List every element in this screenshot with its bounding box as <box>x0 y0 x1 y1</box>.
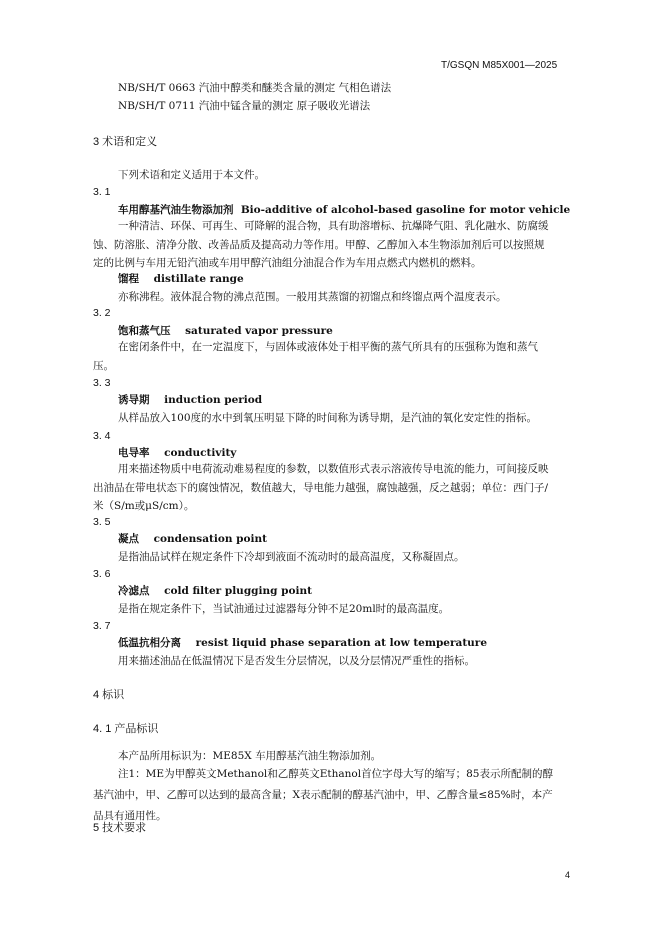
reference-code: NB/SH/T 0663 <box>118 82 196 94</box>
reference-code: NB/SH/T 0711 <box>118 100 196 112</box>
term-en: saturated vapor pressure <box>185 325 333 337</box>
term-zh: 诱导期 <box>118 394 150 406</box>
term-zh: 冷滤点 <box>118 585 150 597</box>
section-heading: 4 标识 <box>93 689 125 701</box>
term-definition: 亦称沸程。液体混合物的沸点范围。一般用其蒸馏的初馏点和终馏点两个温度表示。 <box>118 291 507 303</box>
term-definition: 在密闭条件中，在一定温度下，与固体或液体处于相平衡的蒸气所具有的压强称为饱和蒸气压。 <box>93 341 538 372</box>
term-number: 3. 1 <box>93 186 111 198</box>
product-identifier-text: 本产品所用标识为：ME85X 车用醇基汽油生物添加剂。 <box>118 750 382 762</box>
term-definition: 是指在规定条件下，当试油通过过滤器每分钟不足20ml时的最高温度。 <box>118 603 450 615</box>
reference-item <box>118 99 370 113</box>
term-definition: 用来描述物质中电荷流动难易程度的参数，以数值形式表示溶液传导电流的能力，可间接反映出油品在带电状态下的腐蚀情况，数值越大，导电能力越强，腐蚀越强，反之越弱；单位：西门子/米（S/m或μS/cm）。 <box>93 463 549 512</box>
term-number: 3. 3 <box>93 377 111 389</box>
section-intro: 下列术语和定义适用于本文件。 <box>118 169 265 181</box>
term-title <box>118 324 333 338</box>
term-number: 3. 2 <box>93 307 111 319</box>
term-en: induction period <box>164 394 263 406</box>
term-zh: 低温抗相分离 <box>118 637 181 649</box>
note: 注1：ME为甲醇英文Methanol和乙醇英文Ethanol首位字母大写的缩写；85表示所配制的醇基汽油中，甲、乙醇可以达到的最高含量；X表示配制的醇基汽油中，甲、乙醇含量≤85%时，本产品具有通用性。 <box>93 768 553 822</box>
term-en: conductivity <box>164 447 237 459</box>
term-title <box>118 272 244 286</box>
term-definition: 一种清洁、环保、可再生、可降解的混合物，具有助溶增标、抗爆降气阻、乳化融水、防腐缓蚀、防溶胀、清净分散、改善品质及提高动力等作用。甲醇、乙醇加入本生物添加剂后可以按照规定的比例与车用无铅汽油或车用甲醇汽油组分油混合作为车用点燃式内燃机的燃料。 <box>93 220 549 269</box>
term-title <box>118 532 267 546</box>
term-definition: 是指油品试样在规定条件下冷却到液面不流动时的最高温度，又称凝固点。 <box>118 551 465 563</box>
term-number: 3. 4 <box>93 430 111 442</box>
term-en: cold filter plugging point <box>164 585 312 597</box>
page-number: 4 <box>565 870 571 880</box>
term-zh: 馏程 <box>118 273 139 285</box>
term-zh: 车用醇基汽油生物添加剂 <box>118 204 234 216</box>
term-en: condensation point <box>153 533 267 545</box>
term-title <box>118 446 236 460</box>
term-number: 3. 7 <box>93 620 111 632</box>
term-title <box>118 393 262 407</box>
term-zh: 电导率 <box>118 447 150 459</box>
term-en: resist liquid phase separation at low temperature <box>195 637 488 649</box>
term-title <box>118 203 570 217</box>
term-title <box>118 636 487 650</box>
reference-title: 汽油中锰含量的测定 原子吸收光谱法 <box>198 100 371 112</box>
term-definition: 从样品放入100度的水中到氧压明显下降的时间称为诱导期，是汽油的氧化安定性的指标。 <box>118 412 538 424</box>
section-heading: 3 术语和定义 <box>93 136 158 148</box>
term-definition: 用来描述油品在低温情况下是否发生分层情况，以及分层情况严重性的指标。 <box>118 655 475 667</box>
term-title <box>118 584 312 598</box>
term-zh: 饱和蒸气压 <box>118 325 171 337</box>
reference-item <box>118 81 391 95</box>
subsection-heading: 4. 1 产品标识 <box>93 723 159 735</box>
term-number: 3. 5 <box>93 516 111 528</box>
reference-title: 汽油中醇类和醚类含量的测定 气相色谱法 <box>198 82 392 94</box>
term-number: 3. 6 <box>93 568 111 580</box>
section-heading: 5 技术要求 <box>93 822 147 834</box>
doc-code: T/GSQN M85X001—2025 <box>441 60 558 71</box>
term-en: Bio-additive of alcohol-based gasoline for motor vehicle <box>240 204 571 216</box>
term-en: distillate range <box>153 273 244 285</box>
term-zh: 凝点 <box>118 533 139 545</box>
